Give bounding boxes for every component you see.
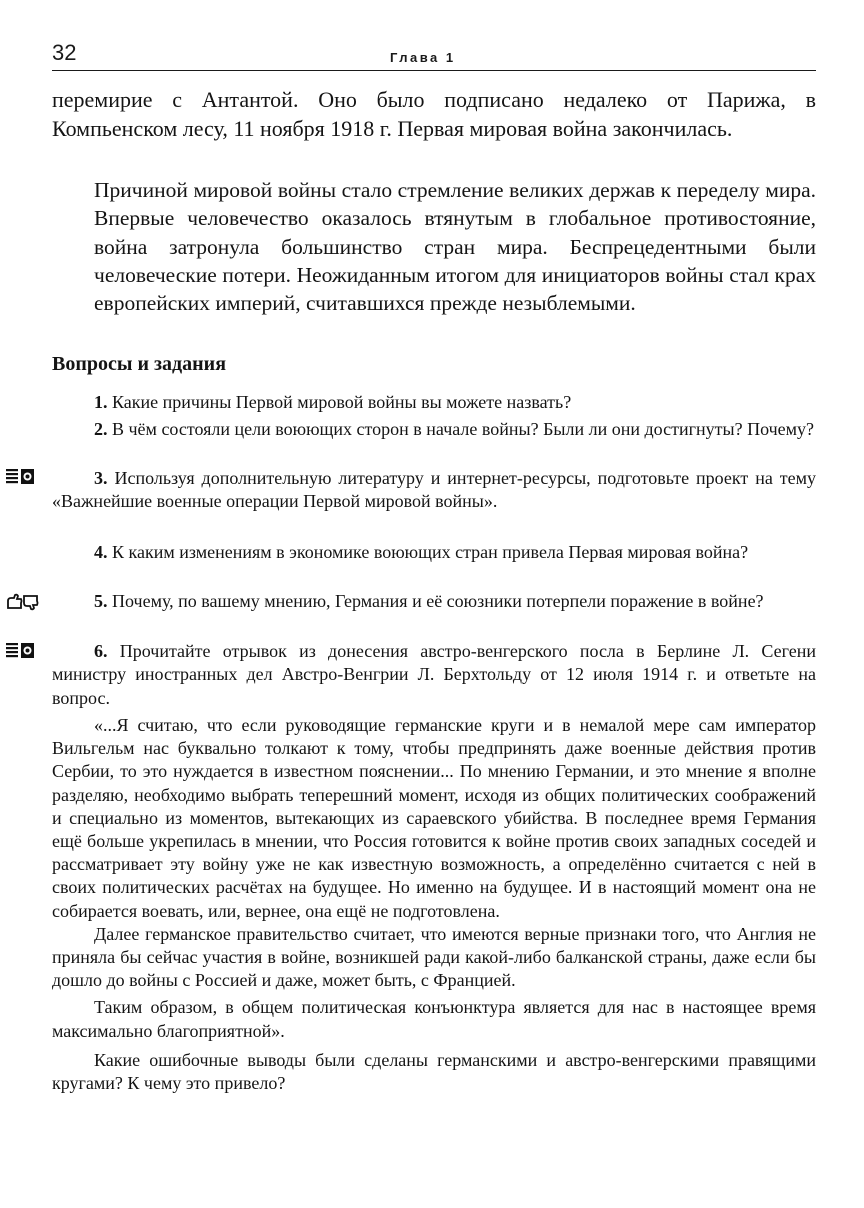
- question-text: В чём состояли цели воюющих сторон в начале войны? Были ли они достигнуты? Почему?: [112, 419, 815, 439]
- discussion-hands-icon: [6, 593, 40, 611]
- intro-paragraph: перемирие с Антантой. Оно было подписано недалеко от Парижа, в Компьенском лесу, 11 ноября 1918 г. Первая мировая война закончилась.: [52, 87, 816, 141]
- quote-paragraph: Таким образом, в общем политическая конъюнктура является для нас в настоящее время максимально благоприятной».: [52, 997, 816, 1041]
- question-number: 4.: [94, 542, 108, 562]
- question-text: Используя дополнительную литературу и интернет-ресурсы, подготовьте проект на тему «Важнейшие военные операции Первой мировой войны».: [52, 468, 817, 512]
- chapter-title: Глава 1: [390, 50, 456, 65]
- quote-paragraph: «...Я считаю, что если руководящие германские круги и в немалой мере сам император Вильгельм нас буквально толкают к тому, чтобы предпринять даже военные действия против Сербии, то это нуждается в известном пояснении... По мнению Германии, и это мнение я вполне разделяю, необходимо выбрать теперешний момент, исходя из общих политических соображений и специально из моментов, вытекающих из сараевского убийства. В последнее время Германия ещё больше укрепилась в мнении, что Россия готовится к войне против своих западных соседей и рассматривает эту войну уже не как известную возможность, а определённо считается с ней в своих политических расчётах на будущее. Но именно на будущее. И в настоящий момент она не собирается воевать, или, вернее, она ещё не подготовлена.: [52, 715, 816, 921]
- question-text: Прочитайте отрывок из донесения австро-венгерского посла в Берлине Л. Сегени министру иностранных дел Австро-Венгрии Л. Берхтольду от 12 июля 1914 г. и ответьте на вопрос.: [52, 641, 817, 708]
- question-item: [52, 467, 816, 514]
- project-source-icon: [6, 468, 40, 486]
- source-quote: [52, 714, 816, 1095]
- question-item: [52, 541, 816, 564]
- question-text: К каким изменениям в экономике воюющих стран привела Первая мировая война?: [112, 542, 749, 562]
- question-number: 2.: [94, 419, 108, 439]
- section-title: Вопросы и задания: [52, 353, 227, 375]
- question-number: 1.: [94, 392, 108, 412]
- question-item: [52, 391, 816, 414]
- question-item: [52, 418, 816, 441]
- page-number: 32: [52, 40, 77, 65]
- page-header: [52, 40, 816, 71]
- question-item: [52, 640, 816, 710]
- question-text: Почему, по вашему мнению, Германия и её союзники потерпели поражение в войне?: [112, 591, 764, 611]
- question-text: Какие причины Первой мировой войны вы можете назвать?: [112, 392, 572, 412]
- question-number: 5.: [94, 591, 108, 611]
- final-question: Какие ошибочные выводы были сделаны германскими и австро-венгерскими правящими кругами? К чему это привело?: [52, 1049, 816, 1094]
- summary-paragraph: Причиной мировой войны стало стремление великих держав к переделу мира. Впервые человечество оказалось втянутым в глобальное противостояние, война затронула большинство стран мира. Беспрецедентными были человеческие потери. Неожиданным итогом для инициаторов войны стал крах европейских империй, считавшихся прежде незыблемыми.: [94, 178, 816, 316]
- quote-paragraph: Далее германское правительство считает, что имеются верные признаки того, что Англия не приняла бы сейчас участия в войне, возникшей ради какой-либо балканской страны, даже если бы дошло до войны с Россией и даже, может быть, с Францией.: [52, 923, 816, 991]
- question-number: 6.: [94, 641, 108, 661]
- question-number: 3.: [94, 468, 108, 488]
- question-item: [52, 590, 816, 613]
- project-source-icon: [6, 642, 40, 660]
